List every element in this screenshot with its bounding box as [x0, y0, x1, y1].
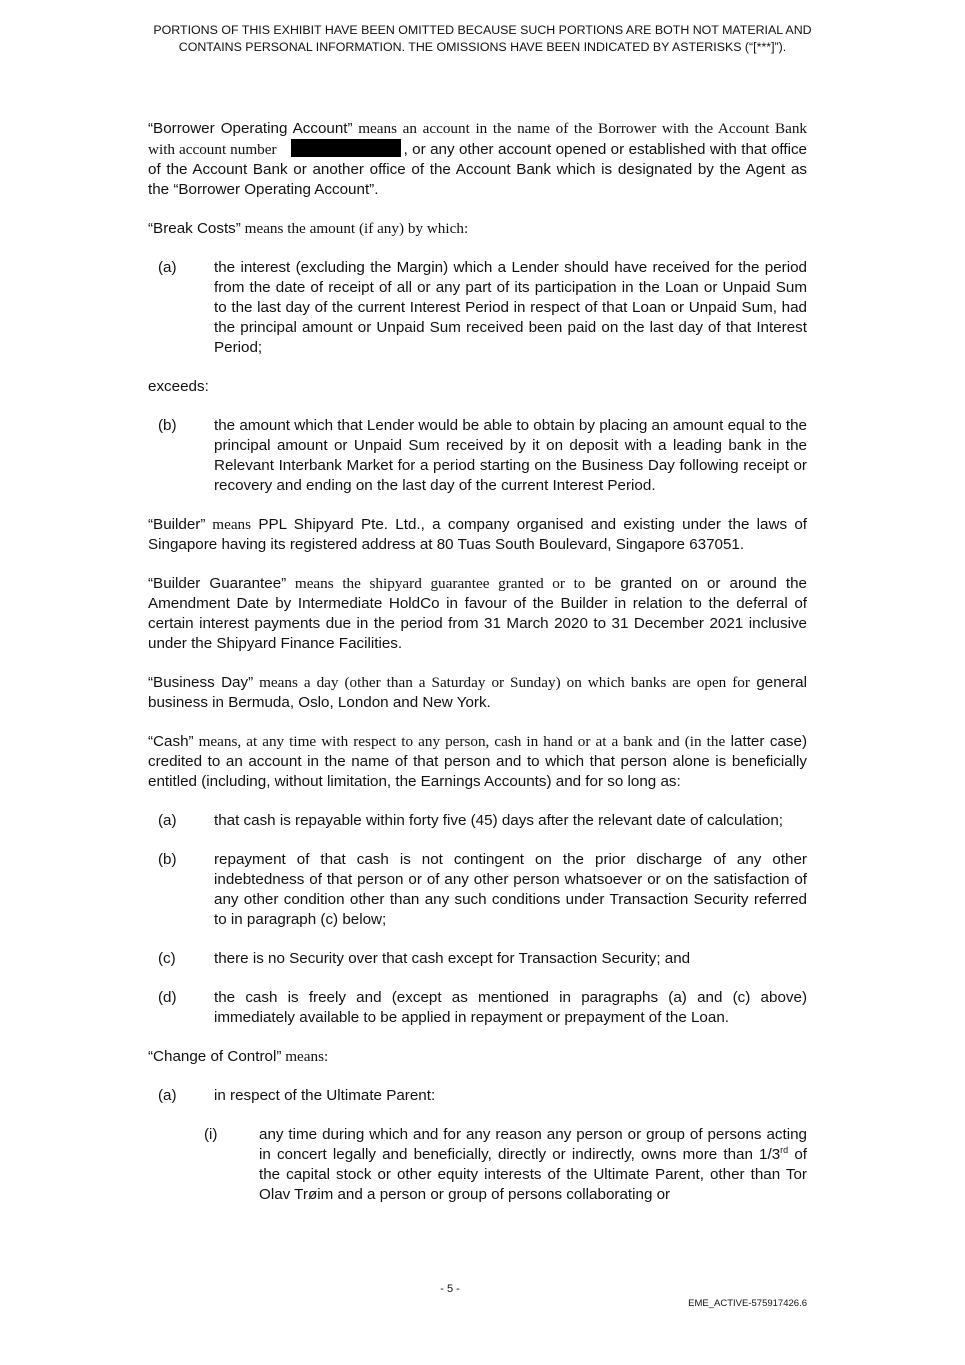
term-business-day: “Business Day” — [148, 674, 254, 691]
definition-lead: means the shipyard guarantee granted or to — [286, 575, 586, 592]
definition-lead: means an account in the name of the Borrower with the Account Bank with account number — [148, 120, 808, 158]
definition-builder-guarantee — [148, 574, 807, 654]
definition-business-day — [148, 673, 807, 713]
change-of-control-subitem-i — [148, 1125, 807, 1205]
item-label: (a) — [158, 1087, 177, 1104]
item-label: (b) — [158, 417, 177, 434]
term-cash: “Cash” — [148, 733, 194, 750]
item-text: the amount which that Lender would be able to obtain by placing an amount equal to the principal amount or Unpaid Sum received by it on deposit with a leading bank in the Relevant Interbank Market for a period starting on the Business Day following receipt or recovery and ending on the last day of the current Interest Period. — [214, 417, 807, 494]
subitem-text-part-1: any time during which and for any reason any person or group of persons acting in concert legally and beneficially, directly or indirectly, owns more than 1/3 — [259, 1126, 807, 1163]
definition-lead: means a day (other than a Saturday or Sunday) on which banks are open for — [253, 674, 750, 691]
definition-cash — [148, 732, 807, 792]
definition-borrower-operating-account — [148, 119, 807, 200]
definition-lead: means — [205, 516, 252, 533]
cash-item-b — [148, 850, 807, 930]
cash-item-a — [148, 811, 807, 831]
definition-text: , or any other account opened or established with that office of the Account Bank or another office of the Account Bank which is designated by the Agent as the “Borrower Operating Account”. — [148, 141, 807, 198]
item-label: (a) — [158, 812, 177, 829]
item-text: in respect of the Ultimate Parent: — [214, 1087, 436, 1104]
item-label: (a) — [158, 259, 177, 276]
omission-notice-line-1: PORTIONS OF THIS EXHIBIT HAVE BEEN OMITTED BECAUSE SUCH PORTIONS ARE BOTH NOT MATERIAL AND — [153, 23, 812, 37]
term-builder-guarantee: “Builder Guarantee” — [148, 575, 287, 592]
item-text: the cash is freely and (except as mentioned in paragraphs (a) and (c) above) immediately available to be applied in repayment or prepayment of the Loan. — [214, 989, 807, 1026]
page-number: - 5 - — [440, 1283, 460, 1295]
document-reference: EME_ACTIVE-575917426.6 — [688, 1298, 807, 1309]
item-text: the interest (excluding the Margin) which a Lender should have received for the period from the date of receipt of all or any part of its participation in the Loan or Unpaid Sum to the last day of the current Interest Period in respect of that Loan or Unpaid Sum, had the principal amount or Unpaid Sum received been paid on the last day of that Interest Period; — [214, 259, 807, 356]
definition-text: PPL Shipyard Pte. Ltd., a company organised and existing under the laws of Singapore having its registered address at 80 Tuas South Boulevard, Singapore 637051. — [148, 516, 807, 553]
item-text: that cash is repayable within forty five (45) days after the relevant date of calculation; — [214, 812, 783, 829]
definition-text: be granted on or around the Amendment Date by Intermediate HoldCo in favour of the Builder in relation to the deferral of certain interest payments due in the period from 31 March 2020 to 31 December 2021 inclusive under the Shipyard Finance Facilities. — [148, 575, 807, 652]
ordinal-superscript: rd — [780, 1144, 789, 1155]
document-body — [148, 119, 807, 1224]
definition-text: latter case) credited to an account in the name of that person and to which that person alone is beneficially entitled (including, without limitation, the Earnings Accounts) and for so long as: — [148, 733, 808, 790]
definition-break-costs — [148, 219, 807, 239]
subitem-text-part-2: of the capital stock or other equity interests of the Ultimate Parent, other than Tor Olav Trøim and a person or group of persons collaborating or — [259, 1146, 807, 1203]
change-of-control-item-a — [148, 1086, 807, 1106]
definition-lead: means the amount (if any) by which: — [240, 220, 469, 237]
term-change-of-control: “Change of Control” — [148, 1048, 282, 1065]
cash-item-c — [148, 949, 807, 969]
redaction-block — [291, 139, 401, 157]
term-break-costs: “Break Costs” — [148, 220, 241, 237]
item-text: there is no Security over that cash except for Transaction Security; and — [214, 950, 691, 967]
item-label: (d) — [158, 989, 177, 1006]
break-costs-item-b — [148, 416, 807, 496]
subitem-label: (i) — [204, 1126, 218, 1143]
definition-lead: means: — [281, 1048, 329, 1065]
item-text: repayment of that cash is not contingent on the prior discharge of any other indebtedness of that person or of any other person whatsoever or on the satisfaction of any other condition other than any such conditions under Transaction Security referred to in paragraph (c) below; — [214, 851, 807, 928]
term-borrower-operating-account: “Borrower Operating Account” — [148, 120, 353, 137]
term-builder: “Builder” — [148, 516, 206, 533]
exceeds-text: exceeds: — [148, 378, 209, 395]
definition-lead: means, at any time with respect to any person, cash in hand or at a bank and (in the — [193, 733, 726, 750]
definition-change-of-control — [148, 1047, 807, 1067]
omission-notice-header — [120, 22, 845, 56]
item-label: (b) — [158, 851, 177, 868]
break-costs-item-a — [148, 258, 807, 358]
definition-text: general business in Bermuda, Oslo, London and New York. — [148, 674, 808, 711]
item-label: (c) — [158, 950, 176, 967]
omission-notice-line-2: CONTAINS PERSONAL INFORMATION. THE OMISSIONS HAVE BEEN INDICATED BY ASTERISKS (“[***]”). — [178, 40, 787, 54]
definition-builder — [148, 515, 807, 555]
cash-item-d — [148, 988, 807, 1028]
